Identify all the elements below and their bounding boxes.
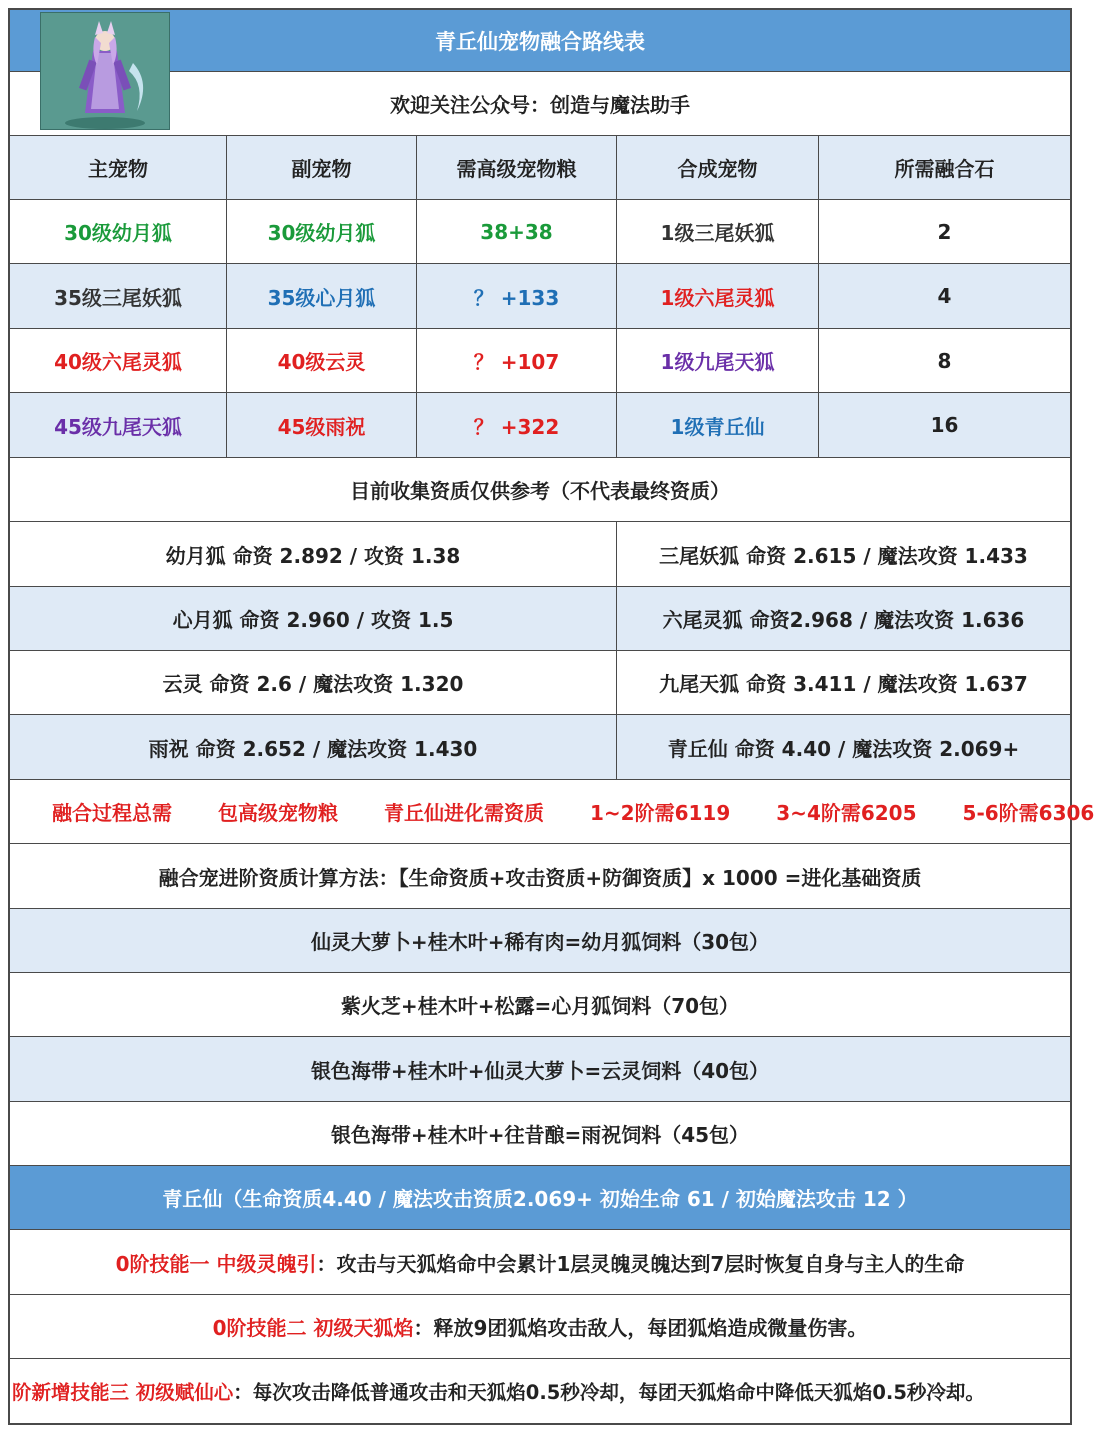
table-row: [10, 200, 1070, 264]
qingqiuxian-summary: 青丘仙（生命资质4.40 / 魔法攻击资质2.069+ 初始生命 61 / 初始魔法攻击 12 ）: [10, 1166, 1070, 1229]
aptitude-header: 目前收集资质仅供参考（不代表最终资质）: [350, 479, 730, 503]
recipe-line: 银色海带+桂木叶+往昔酿=雨祝饲料（45包）: [330, 1123, 750, 1147]
col-header-main-pet: 主宠物: [10, 136, 227, 199]
col-header-food: 需高级宠物粮: [417, 136, 617, 199]
stage-1-2-requirement: 1~2阶需6119: [590, 801, 731, 825]
aptitude-row: [10, 522, 1070, 587]
sub-pet-cell: 35级心月狐: [227, 264, 417, 328]
aptitude-left: 云灵 命资 2.6 / 魔法攻资 1.320: [10, 651, 617, 714]
aptitude-left: 心月狐 命资 2.960 / 攻资 1.5: [10, 587, 617, 650]
result-pet-cell: 1级三尾妖狐: [617, 200, 819, 263]
sub-pet-cell: 45级雨祝: [227, 393, 417, 457]
table-title: 青丘仙宠物融合路线表: [10, 10, 1070, 71]
total-label: 融合过程总需: [52, 801, 172, 825]
main-pet-cell: 35级三尾妖狐: [10, 264, 227, 328]
aptitude-right: 三尾妖狐 命资 2.615 / 魔法攻资 1.433: [659, 543, 1028, 568]
skill-line-3: [10, 1359, 1070, 1423]
skill-description: ：每次攻击降低普通攻击和天狐焰0.5秒冷却，每团天狐焰命中降低天狐焰0.5秒冷却。: [233, 1381, 985, 1404]
col-header-sub-pet: 副宠物: [227, 136, 417, 199]
aptitude-left: 雨祝 命资 2.652 / 魔法攻资 1.430: [10, 715, 617, 779]
skill-name: 0阶技能一 中级灵魄引: [115, 1251, 317, 1276]
aptitude-right: 青丘仙 命资 4.40 / 魔法攻资 2.069+: [667, 736, 1020, 761]
recipe-line: 仙灵大萝卜+桂木叶+稀有肉=幼月狐饲料（30包）: [310, 930, 770, 954]
result-pet-cell: 1级青丘仙: [617, 393, 819, 457]
col-header-stones: 所需融合石: [894, 157, 995, 181]
skill-line-1: [10, 1230, 1070, 1294]
recipe-line: 银色海带+桂木叶+仙灵大萝卜=云灵饲料（40包）: [310, 1058, 770, 1083]
table-row: [10, 264, 1070, 329]
aptitude-row: [10, 651, 1070, 715]
welcome-line: 欢迎关注公众号：创造与魔法助手: [390, 93, 690, 117]
skill-description: ：攻击与天狐焰命中会累计1层灵魄灵魄达到7层时恢复自身与主人的生命: [316, 1251, 965, 1276]
recipe-line: 紫火芝+桂木叶+松露=心月狐饲料（70包）: [340, 994, 740, 1018]
main-pet-cell: 40级六尾灵狐: [10, 329, 227, 392]
sub-pet-cell: 30级幼月狐: [227, 200, 417, 263]
col-header-result: 合成宠物: [617, 136, 819, 199]
aptitude-right: 九尾天狐 命资 3.411 / 魔法攻资 1.637: [659, 672, 1028, 696]
stage-5-6-requirement: 5-6阶需6306: [962, 801, 1094, 825]
food-cell: ？ +133: [417, 264, 617, 328]
aptitude-row: [10, 715, 1070, 780]
result-pet-cell: 1级六尾灵狐: [617, 264, 819, 328]
stones-cell: 2: [937, 219, 952, 244]
skill-description: ：释放9团狐焰攻击敌人，每团狐焰造成微量伤害。: [413, 1316, 868, 1340]
stones-cell: 16: [930, 413, 959, 437]
fox-spirit-character-icon: [41, 13, 169, 129]
skill-line-2: [10, 1295, 1070, 1358]
main-pet-cell: 30级幼月狐: [10, 200, 227, 263]
aptitude-right: 六尾灵狐 命资2.968 / 魔法攻资 1.636: [662, 608, 1025, 632]
total-requirements-line: [10, 780, 1094, 843]
sub-pet-cell: 40级云灵: [227, 329, 417, 392]
aptitude-row: [10, 587, 1070, 651]
table-row: [10, 393, 1070, 458]
result-pet-cell: 1级九尾天狐: [617, 329, 819, 392]
main-pet-cell: 45级九尾天狐: [10, 393, 227, 457]
food-cell: ？ +322: [417, 393, 617, 457]
skill-name: 阶新增技能三 初级赋仙心: [12, 1381, 234, 1404]
stones-cell: 4: [937, 284, 952, 308]
formula-line: 融合宠进阶资质计算方法：【生命资质+攻击资质+防御资质】x 1000 =进化基础资质: [158, 865, 922, 890]
fusion-header-row: [10, 136, 1070, 200]
food-cell: ？ +107: [417, 329, 617, 392]
stage-3-4-requirement: 3~4阶需6205: [776, 801, 917, 825]
fusion-route-table: [8, 8, 1094, 1425]
food-cell: 38+38: [417, 200, 617, 263]
food-pack-label: 包高级宠物粮: [218, 801, 338, 825]
skill-name: 0阶技能二 初级天狐焰: [212, 1316, 414, 1340]
stones-cell: 8: [937, 348, 952, 373]
evolution-aptitude-label: 青丘仙进化需资质: [384, 801, 544, 825]
fox-spirit-portrait-image: [40, 12, 170, 130]
aptitude-left: 幼月狐 命资 2.892 / 攻资 1.38: [10, 522, 617, 586]
table-row: [10, 329, 1070, 393]
